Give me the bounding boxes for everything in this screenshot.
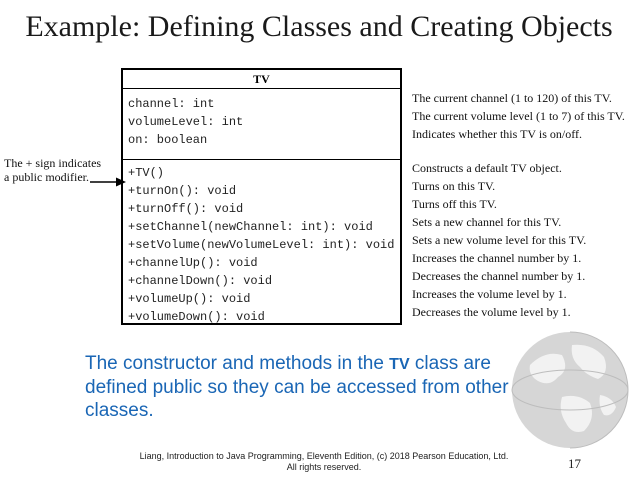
method-description: Decreases the volume level by 1. xyxy=(412,305,571,319)
uml-method: +setVolume(newVolumeLevel: int): void xyxy=(128,238,395,252)
method-description: Decreases the channel number by 1. xyxy=(412,269,586,283)
method-description: Constructs a default TV object. xyxy=(412,161,562,175)
uml-method: +channelDown(): void xyxy=(128,274,273,288)
note-line: The + sign indicates xyxy=(4,156,102,170)
callout-text xyxy=(85,352,555,422)
method-description: Sets a new volume level for this TV. xyxy=(412,233,587,247)
uml-class-diagram xyxy=(121,68,402,325)
uml-method: +TV() xyxy=(128,166,165,180)
method-description: Turns off this TV. xyxy=(412,197,497,211)
callout-part: class are defined public so they can be accessed from other classes. xyxy=(85,353,509,421)
uml-attribute: channel: int xyxy=(128,97,215,111)
uml-attribute: volumeLevel: int xyxy=(128,115,244,129)
attribute-description: The current channel (1 to 120) of this TV. xyxy=(412,91,612,105)
note-line: a public modifier. xyxy=(4,170,89,184)
uml-methods xyxy=(123,160,400,326)
footer xyxy=(114,451,534,473)
uml-method: +turnOff(): void xyxy=(128,202,244,216)
footer-line: Liang, Introduction to Java Programming, Eleventh Edition, (c) 2018 Pearson Education, Ltd. xyxy=(139,451,509,461)
uml-class-name: TV xyxy=(123,70,400,89)
public-modifier-note xyxy=(4,156,101,184)
attribute-description: Indicates whether this TV is on/off. xyxy=(412,127,582,141)
method-description: Increases the channel number by 1. xyxy=(412,251,582,265)
arrow-icon xyxy=(90,177,126,187)
uml-attributes xyxy=(123,89,400,160)
uml-method: +volumeDown(): void xyxy=(128,310,265,324)
uml-method: +volumeUp(): void xyxy=(128,292,251,306)
uml-method: +setChannel(newChannel: int): void xyxy=(128,220,373,234)
method-description: Sets a new channel for this TV. xyxy=(412,215,562,229)
attribute-description: The current volume level (1 to 7) of this TV. xyxy=(412,109,625,123)
uml-method: +channelUp(): void xyxy=(128,256,258,270)
page-number: 17 xyxy=(568,456,581,471)
footer-line: All rights reserved. xyxy=(286,462,362,472)
uml-attribute: on: boolean xyxy=(128,133,208,147)
callout-part: The constructor and methods in the xyxy=(85,353,390,374)
method-description: Increases the volume level by 1. xyxy=(412,287,567,301)
callout-class-name: TV xyxy=(389,356,410,373)
method-description: Turns on this TV. xyxy=(412,179,496,193)
uml-method: +turnOn(): void xyxy=(128,184,237,198)
slide-title: Example: Defining Classes and Creating Objects xyxy=(25,10,613,43)
